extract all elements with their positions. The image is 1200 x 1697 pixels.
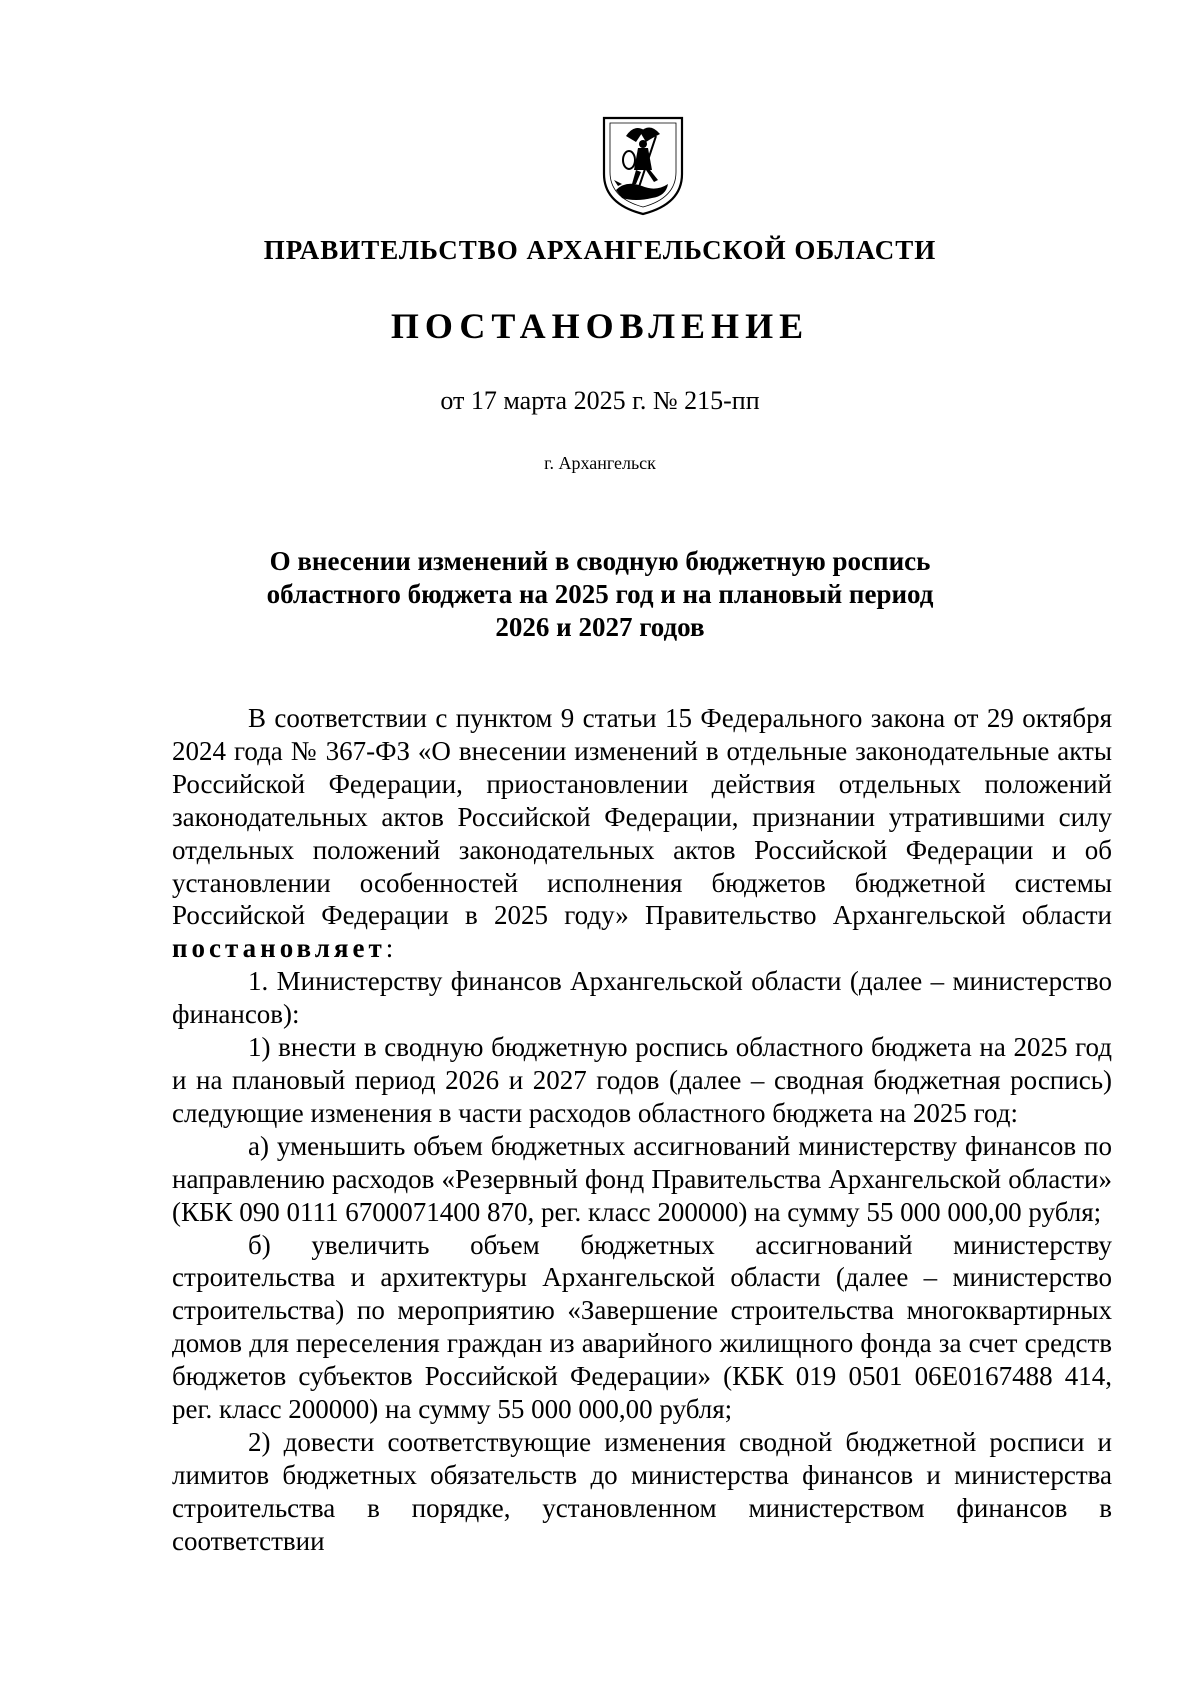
decree-colon: :: [385, 933, 394, 964]
document-city: г. Архангельск: [544, 453, 656, 473]
body-paragraph: [172, 702, 1112, 965]
preamble-text: В соответствии с пунктом 9 статьи 15 Федерального закона от 29 октября 2024 года № 367-ФЗ «О внесении изменений в отдельные законодательные акты Российской Федерации, приостановлении действия отдельных положений законодательных актов Российской Федерации, признании утратившими силу отдельных положений законодательных актов Российской Федерации и об установлении особенностей исполнения бюджетов бюджетной системы Российской Федерации в 2025 году» Правительство Архангельской области: [172, 703, 1112, 931]
document-type: ПОСТАНОВЛЕНИЕ: [390, 306, 810, 346]
government-title: ПРАВИТЕЛЬСТВО АРХАНГЕЛЬСКОЙ ОБЛАСТИ: [263, 235, 937, 265]
body-paragraph: 1. Министерству финансов Архангельской области (далее – министерство финансов):: [172, 966, 1112, 1030]
document-date-number: от 17 марта 2025 г. № 215-пп: [440, 386, 760, 415]
body-paragraph: а) уменьшить объем бюджетных ассигнований министерству финансов по направлению расходов «Резервный фонд Правительства Архангельской области» (КБК 090 0111 6700071400 870, рег. класс 200000) на сумму 55 000 000,00 рубля;: [172, 1130, 1112, 1227]
body-paragraph: 2) довести соответствующие изменения сводной бюджетной росписи и лимитов бюджетных обязательств до министерства финансов и министерства строительства в порядке, установленном министерством финансов в соответствии: [172, 1426, 1112, 1556]
body-paragraph: 1) внести в сводную бюджетную роспись областного бюджета на 2025 год и на плановый период 2026 и 2027 годов (далее – сводная бюджетная роспись) следующие изменения в части расходов областного бюджета на 2025 год:: [172, 1032, 1112, 1128]
subject-line: областного бюджета на 2025 год и на плановый период: [266, 579, 934, 609]
coat-of-arms-icon: [596, 112, 690, 218]
subject-line: 2026 и 2027 годов: [495, 612, 705, 642]
decree-word: постановляет: [172, 933, 386, 964]
document-body: [172, 702, 1112, 1558]
document-subject: [0, 545, 1200, 644]
body-paragraph: б) увеличить объем бюджетных ассигнований министерству строительства и архитектуры Архангельской области (далее – министерство строительства) по мероприятию «Завершение строительства многоквартирных домов для переселения граждан из аварийного жилищного фонда за счет средств бюджетов субъектов Российской Федерации» (КБК 019 0501 06Е0167488 414, рег. класс 200000) на сумму 55 000 000,00 рубля;: [172, 1229, 1112, 1425]
subject-line: О внесении изменений в сводную бюджетную роспись: [269, 546, 931, 576]
